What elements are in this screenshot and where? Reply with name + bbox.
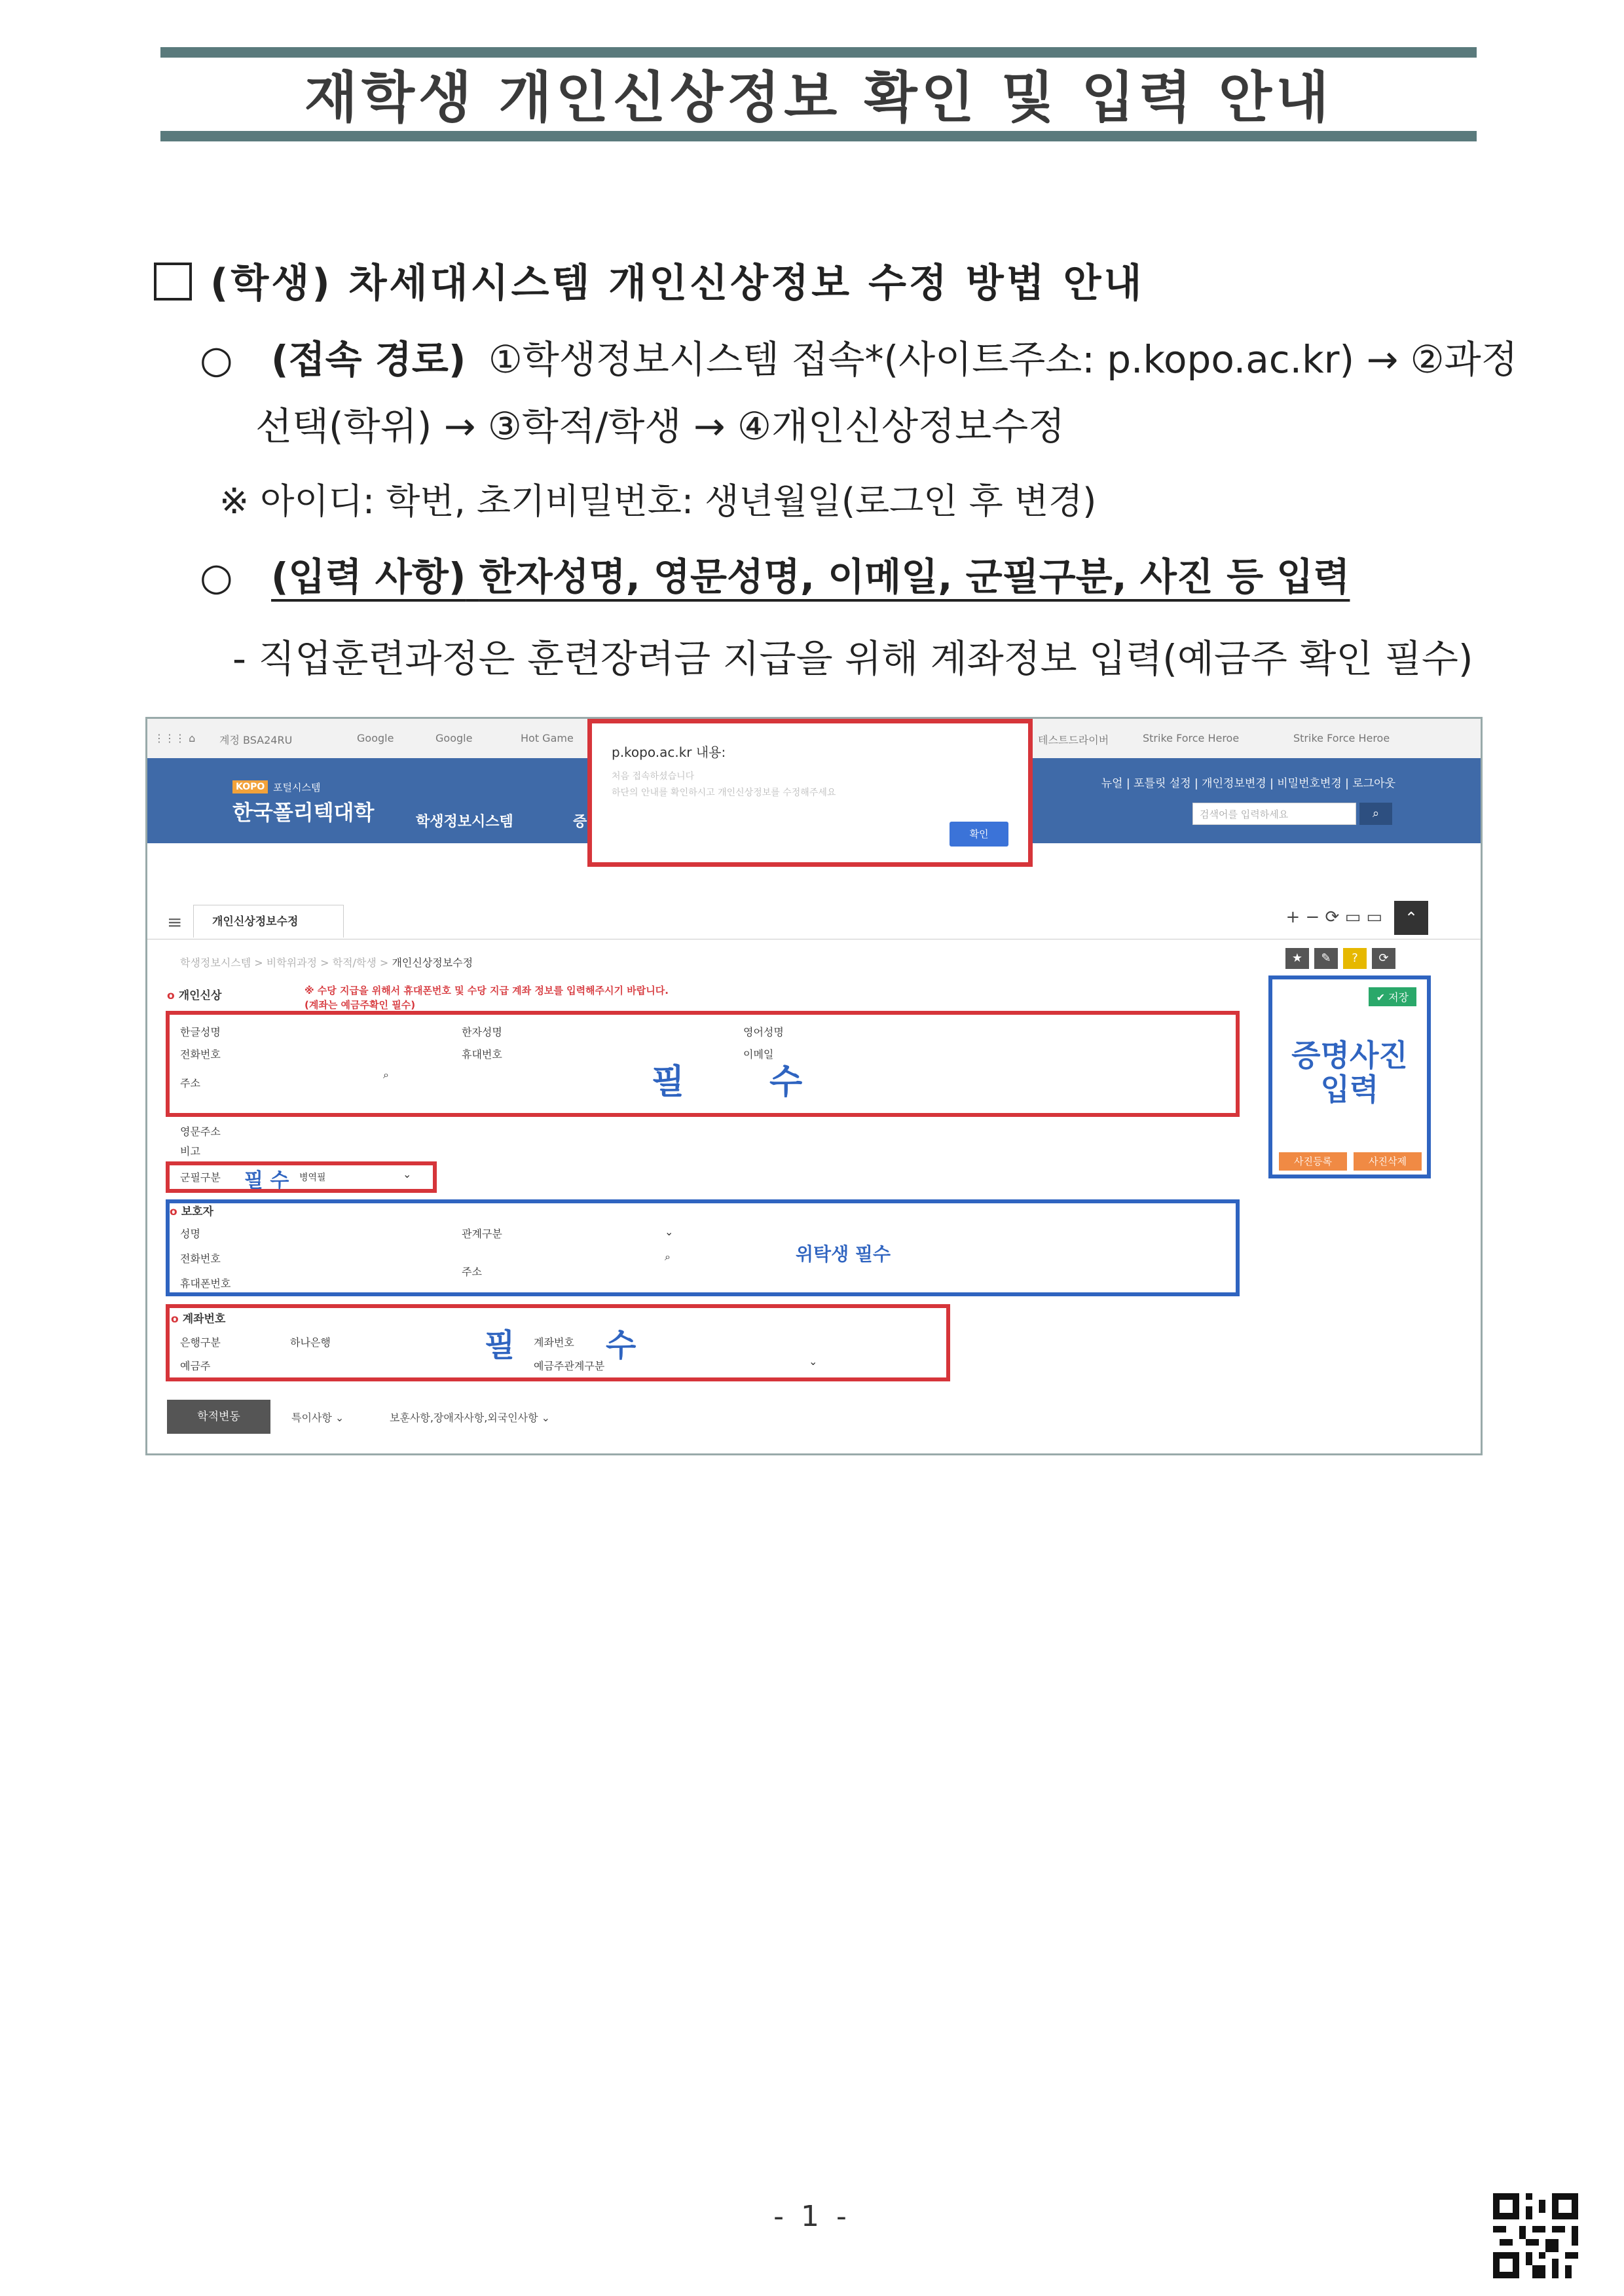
- welcome-popup: p.kopo.ac.kr 내용: 처음 접속하셨습니다 하단의 안내를 확인하시고 개인신상정보를 수정해주세요 확인: [587, 719, 1033, 867]
- section-personal: o 개인신상: [167, 989, 222, 1002]
- chevron-down-icon[interactable]: ⌄: [403, 1168, 412, 1180]
- section-guardian: o 보호자: [170, 1205, 213, 1218]
- portal-screenshot: ⋮⋮⋮ ⌂ 계정 BSA24RU Google Google Hot Game 테스트드라이버 Strike Force Heroe Strike Force Heroe KOPO 포털시스템 한국폴리텍대학 학생정보시스템 증 뉴얼 | 포틀릿 설정 | 개인정보변경 | 비밀번호변경 | 로그아웃 검색어를 입력하세요 ⌕ p.kopo.ac.kr 내용: 처음 접속하셨습니다 하단의 안내를 확인하시고 개인신상정보를 수정해주세요 확인 ≡ 개인신상정보수정 + − ⟳ ▭ ▭ ⌃ 학생정보시스템 > 비학위과정 > 학적/학생 > 개인신상정보수정 ★ ✎ ? ⟳ o 개인신상 ※ 수당 지급을 위해서 휴대폰번호 및 수당 지급 계좌 정보를 입력해주시기 바랍니다. (계좌는 예금주확인 필수) 한글성명 한자성명 영어성명 전화번호 휴대번호 이메일 주소 ⌕ 필 수 영문주소 비고 군필구분 필 수 병역필 ⌄ o 보호자 성명 관계구분 ⌄ 전화번호 ⌕ 주소 휴대폰번호 위탁생 필수 o 계좌번호 은행구분 하나은행 필 계좌번호 수 예금주 예금주관계구분 ⌄ ✔ 저장 증명사진 입력 사진등록 사진삭제 학적변동 특이사항 ⌄ 보훈사항,장애자사항,외국인사항 ⌄: [145, 717, 1483, 1455]
- access-path-text: ①학생정보시스템 접속*(사이트주소: p.kopo.ac.kr) → ②과정: [488, 337, 1518, 382]
- veteran-info-dropdown[interactable]: 보훈사항,장애자사항,외국인사항 ⌄: [390, 1412, 551, 1424]
- academic-change-button[interactable]: 학적변동: [167, 1400, 270, 1434]
- section-account: o 계좌번호: [171, 1313, 226, 1326]
- circle-bullet-icon: ○: [200, 555, 233, 599]
- military-select[interactable]: 병역필: [299, 1173, 326, 1183]
- search-icon[interactable]: ⌕: [665, 1250, 671, 1263]
- portal-header: KOPO 포털시스템 한국폴리텍대학 학생정보시스템 증 뉴얼 | 포틀릿 설정 | 개인정보변경 | 비밀번호변경 | 로그아웃 검색어를 입력하세요 ⌕: [147, 758, 1481, 843]
- tool-icons[interactable]: ★ ✎ ? ⟳: [1280, 948, 1395, 969]
- tab-row: [147, 897, 1481, 939]
- guardian-required-mark: 위탁생 필수: [796, 1243, 891, 1265]
- student-info-menu[interactable]: 학생정보시스템: [416, 814, 513, 830]
- required-mark: 수: [769, 1063, 803, 1102]
- breadcrumb: 학생정보시스템 > 비학위과정 > 학적/학생 > 개인신상정보수정: [180, 957, 473, 969]
- notice-text-2: (계좌는 예금주확인 필수): [304, 999, 416, 1011]
- hamburger-icon[interactable]: ≡: [167, 911, 183, 933]
- login-note: ※ 아이디: 학번, 초기비밀번호: 생년월일(로그인 후 변경): [219, 481, 1097, 522]
- search-icon[interactable]: ⌕: [1359, 803, 1392, 825]
- page-title: 재학생 개인신상정보 확인 및 입력 안내: [304, 65, 1333, 130]
- tab-personal-info[interactable]: 개인신상정보수정: [193, 905, 344, 938]
- photo-label-2: 입력: [1320, 1072, 1379, 1107]
- chevron-down-icon[interactable]: ⌄: [809, 1355, 818, 1368]
- photo-save-button[interactable]: ✔ 저장: [1369, 987, 1416, 1006]
- photo-panel: [1268, 975, 1431, 1178]
- search-icon[interactable]: ⌕: [383, 1068, 389, 1081]
- portal-logo[interactable]: 한국폴리텍대학: [232, 800, 375, 825]
- collapse-icon[interactable]: ⌃: [1394, 901, 1428, 935]
- guardian-box: [166, 1199, 1240, 1296]
- circle-bullet-icon: ○: [200, 337, 233, 382]
- required-box-personal: [166, 1011, 1240, 1117]
- photo-label-1: 증명사진: [1291, 1038, 1408, 1073]
- photo-delete-button[interactable]: 사진삭제: [1354, 1152, 1422, 1171]
- page-number: - 1 -: [773, 2200, 851, 2233]
- input-items: (입력 사항) 한자성명, 영문성명, 이메일, 군필구분, 사진 등 입력: [271, 555, 1350, 599]
- title-rule-bottom: [160, 131, 1477, 141]
- logo-badge: KOPO: [232, 780, 268, 793]
- photo-upload-button[interactable]: 사진등록: [1279, 1152, 1347, 1171]
- chevron-down-icon[interactable]: ⌄: [665, 1226, 674, 1238]
- required-mark: 필 수: [244, 1169, 289, 1192]
- required-mark: 필: [485, 1327, 515, 1364]
- checkbox-square-icon: [154, 263, 192, 301]
- window-controls[interactable]: + − ⟳ ▭ ▭: [1285, 907, 1382, 927]
- bank-select[interactable]: 하나은행: [290, 1336, 331, 1349]
- notice-text: ※ 수당 지급을 위해서 휴대폰번호 및 수당 지급 계좌 정보를 입력해주시기 바랍니다.: [304, 985, 669, 996]
- training-note: - 직업훈련과정은 훈련장려금 지급을 위해 계좌정보 입력(예금주 확인 필수): [232, 636, 1473, 681]
- portal-search-input[interactable]: 검색어를 입력하세요: [1192, 803, 1356, 825]
- access-path-line1: [200, 326, 1518, 393]
- military-label: 군필구분: [180, 1171, 221, 1184]
- qr-code-icon: [1493, 2193, 1578, 2278]
- required-mark: 필: [652, 1063, 685, 1102]
- popup-ok-button[interactable]: 확인: [950, 822, 1008, 847]
- required-mark: 수: [606, 1327, 637, 1364]
- special-notes-dropdown[interactable]: 특이사항 ⌄: [291, 1412, 344, 1424]
- access-path-label: (접속 경로): [271, 337, 466, 382]
- browser-toolbar: ⋮⋮⋮ ⌂ 계정 BSA24RU Google Google Hot Game 테스트드라이버 Strike Force Heroe Strike Force Heroe: [147, 719, 1481, 759]
- section-heading: (학생) 차세대시스템 개인신상정보 수정 방법 안내: [154, 252, 1145, 308]
- top-utility-menu[interactable]: 뉴얼 | 포틀릿 설정 | 개인정보변경 | 비밀번호변경 | 로그아웃: [1101, 777, 1395, 790]
- access-path-line2: 선택(학위) → ③학적/학생 → ④개인신상정보수정: [255, 404, 1065, 448]
- input-items-line: [200, 543, 1350, 610]
